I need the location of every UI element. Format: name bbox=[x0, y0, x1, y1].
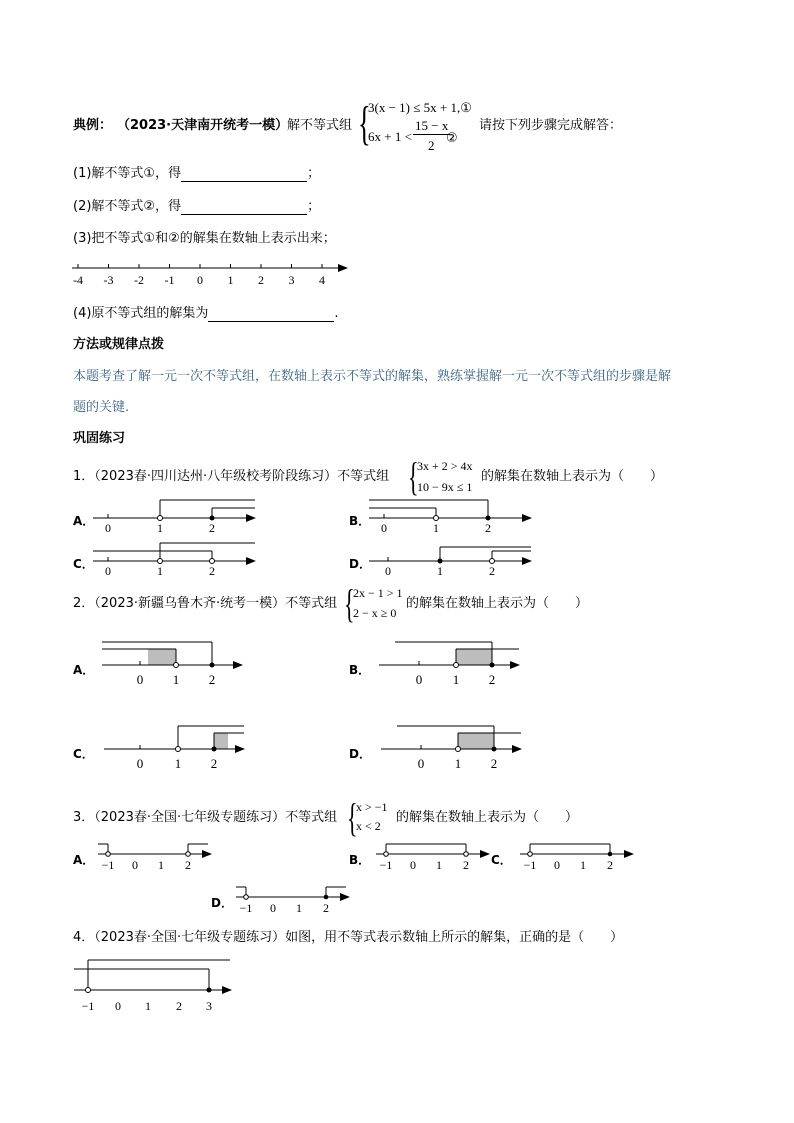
tick-label: 2 bbox=[485, 521, 491, 535]
q3-option-d-label[interactable]: D． bbox=[211, 896, 233, 910]
q1-option-c-label[interactable]: C． bbox=[73, 557, 94, 571]
tick-label: 1 bbox=[158, 858, 164, 872]
q1-option-b-line[interactable] bbox=[366, 496, 536, 541]
tick-label: 0 bbox=[415, 672, 423, 687]
q2-option-d-label[interactable]: D． bbox=[349, 747, 371, 761]
q2-sys-1: 2x − 1 > 1 bbox=[353, 586, 403, 600]
step-1-suffix: ； bbox=[307, 166, 321, 181]
example-ineq-2-denominator: 2 bbox=[428, 138, 435, 153]
q2-option-a-line[interactable] bbox=[100, 638, 250, 688]
step-2-text: (2)解不等式②，得 bbox=[73, 199, 182, 214]
tick-label: 0 bbox=[136, 756, 144, 771]
q1-option-d-line[interactable] bbox=[366, 539, 536, 584]
tick-label: 1 bbox=[174, 756, 182, 771]
tick-label: 1 bbox=[452, 672, 460, 687]
example-ineq-1: 3(x − 1) ≤ 5x + 1,① bbox=[368, 100, 472, 115]
tick-label: −1 bbox=[523, 858, 537, 872]
q3-option-d-line[interactable] bbox=[234, 881, 364, 917]
q1-sys-2: 10 − 9x ≤ 1 bbox=[417, 480, 473, 494]
tick-label: 1 bbox=[436, 858, 442, 872]
step-4-blank[interactable] bbox=[208, 308, 334, 322]
example-tail: 请按下列步骤完成解答： bbox=[479, 118, 623, 133]
tick-label: 0 bbox=[136, 672, 144, 687]
example-source: （2023·天津南开统考一模） bbox=[117, 118, 289, 133]
tick-label: 1 bbox=[145, 999, 151, 1013]
q2-option-b-line[interactable] bbox=[377, 638, 527, 688]
q3-option-b-line[interactable] bbox=[374, 838, 504, 874]
q3-option-a-label[interactable]: A． bbox=[73, 853, 95, 867]
tick-label: 0 bbox=[197, 273, 203, 287]
tick-label: 1 bbox=[296, 901, 302, 915]
step-4-text: (4)原不等式组的解集为 bbox=[73, 306, 209, 321]
q1-text: 1．（2023春·四川达州·八年级校考阶段练习）不等式组 bbox=[73, 469, 390, 484]
tick-label: 0 bbox=[132, 858, 138, 872]
tick-label: 2 bbox=[490, 756, 498, 771]
step-3: (3)把不等式①和②的解集在数轴上表示出来； bbox=[73, 231, 336, 246]
step-4 bbox=[73, 306, 339, 322]
tick-label: 2 bbox=[209, 521, 215, 535]
tick-label: 2 bbox=[607, 858, 613, 872]
tick-label: −1 bbox=[101, 858, 115, 872]
q1-option-d-label[interactable]: D． bbox=[349, 557, 371, 571]
tick-label: 1 bbox=[437, 564, 443, 578]
tick-label: −1 bbox=[239, 901, 253, 915]
example-ineq-2-numerator: 15 − x bbox=[415, 118, 449, 133]
tick-label: -1 bbox=[164, 273, 175, 287]
q2-option-c-line[interactable] bbox=[102, 722, 252, 772]
tick-label: 2 bbox=[176, 999, 182, 1013]
step-1-blank[interactable] bbox=[181, 168, 307, 182]
q3-tail: 的解集在数轴上表示为（ ） bbox=[396, 810, 579, 825]
tick-label: 0 bbox=[105, 521, 111, 535]
method-title: 方法或规律点拨 bbox=[73, 337, 165, 352]
q2-option-d-line[interactable] bbox=[379, 722, 529, 772]
method-line-2: 题的关键. bbox=[73, 400, 130, 415]
tick-label: -2 bbox=[134, 273, 144, 287]
tick-label: 2 bbox=[463, 858, 469, 872]
q3-option-b-label[interactable]: B． bbox=[349, 853, 371, 867]
q2-text: 2．（2023·新疆乌鲁木齐·统考一模）不等式组 bbox=[73, 596, 338, 611]
step-4-suffix: . bbox=[334, 306, 339, 321]
tick-label: 2 bbox=[258, 273, 264, 287]
system-brace: { bbox=[358, 97, 371, 150]
example-number-line[interactable] bbox=[70, 258, 360, 288]
tick-label: -4 bbox=[73, 273, 83, 287]
tick-label: 0 bbox=[381, 521, 387, 535]
q3-sys-1: x > −1 bbox=[356, 800, 388, 814]
tick-label: 2 bbox=[209, 564, 215, 578]
tick-label: 2 bbox=[185, 858, 191, 872]
q3-brace: { bbox=[347, 795, 358, 840]
tick-label: 4 bbox=[319, 273, 325, 287]
tick-label: −1 bbox=[379, 858, 393, 872]
q2-option-c-label[interactable]: C． bbox=[73, 747, 94, 761]
tick-label: 3 bbox=[288, 273, 295, 287]
q3-text: 3．（2023春·全国·七年级专题练习）不等式组 bbox=[73, 810, 338, 825]
tick-label: 1 bbox=[172, 672, 180, 687]
step-2-suffix: ； bbox=[307, 199, 321, 214]
q1-sys-1: 3x + 2 > 4x bbox=[417, 459, 473, 473]
example-ineq-2-left: 6x + 1 < bbox=[368, 129, 412, 144]
tick-label: 2 bbox=[489, 564, 495, 578]
tick-label: 2 bbox=[208, 672, 216, 687]
step-1-text: (1)解不等式①，得 bbox=[73, 166, 182, 181]
tick-label: 2 bbox=[210, 756, 218, 771]
tick-label: 0 bbox=[105, 564, 111, 578]
tick-label: 0 bbox=[410, 858, 416, 872]
tick-label: 0 bbox=[417, 756, 425, 771]
example-prefix: 典例： bbox=[73, 118, 113, 133]
q1-option-a-label[interactable]: A． bbox=[73, 514, 95, 528]
q1-brace: { bbox=[408, 454, 419, 499]
q3-sys-2: x < 2 bbox=[356, 819, 381, 833]
q1-option-b-label[interactable]: B． bbox=[349, 514, 371, 528]
tick-label: 1 bbox=[157, 521, 163, 535]
q1-option-c-line[interactable] bbox=[90, 539, 260, 584]
method-line-1: 本题考查了解一元一次不等式组，在数轴上表示不等式的解集，熟练掌握解一元一次不等式组的步骤是解 bbox=[73, 369, 672, 384]
tick-label: 1 bbox=[157, 564, 163, 578]
q2-option-a-label[interactable]: A． bbox=[73, 663, 95, 677]
q3-option-a-line[interactable] bbox=[96, 838, 226, 874]
tick-label: 0 bbox=[270, 901, 276, 915]
tick-label: 1 bbox=[227, 273, 234, 287]
tick-label: 0 bbox=[115, 999, 121, 1013]
tick-label: 0 bbox=[385, 564, 391, 578]
example-lead: 解不等式组 bbox=[287, 118, 353, 133]
tick-label: 1 bbox=[580, 858, 586, 872]
q2-sys-2: 2 − x ≥ 0 bbox=[353, 606, 397, 620]
tick-label: −1 bbox=[81, 999, 95, 1013]
q1-tail: 的解集在数轴上表示为（ ） bbox=[481, 469, 664, 484]
q3-option-c-label[interactable]: C． bbox=[491, 853, 512, 867]
tick-label: 2 bbox=[323, 901, 329, 915]
q2-tail: 的解集在数轴上表示为（ ） bbox=[406, 596, 589, 611]
tick-label: -3 bbox=[103, 273, 114, 287]
example-ineq-2-mark: ② bbox=[446, 131, 458, 146]
tick-label: 3 bbox=[206, 999, 212, 1013]
tick-label: 1 bbox=[433, 521, 439, 535]
q4-text: 4．（2023春·全国·七年级专题练习）如图，用不等式表示数轴上所示的解集，正确的是（ ） bbox=[73, 930, 624, 945]
tick-label: 0 bbox=[554, 858, 560, 872]
tick-label: 2 bbox=[488, 672, 496, 687]
step-1 bbox=[73, 166, 320, 182]
q1-option-a-line[interactable] bbox=[90, 496, 260, 541]
axis-arrow bbox=[338, 264, 348, 272]
q2-brace: { bbox=[344, 581, 355, 626]
step-2 bbox=[73, 199, 320, 215]
q3-option-c-line[interactable] bbox=[518, 838, 648, 874]
q2-option-b-label[interactable]: B． bbox=[349, 663, 371, 677]
q4-number-line[interactable] bbox=[72, 955, 252, 1015]
step-2-blank[interactable] bbox=[181, 201, 307, 215]
practice-title: 巩固练习 bbox=[73, 431, 126, 446]
tick-label: 1 bbox=[454, 756, 462, 771]
